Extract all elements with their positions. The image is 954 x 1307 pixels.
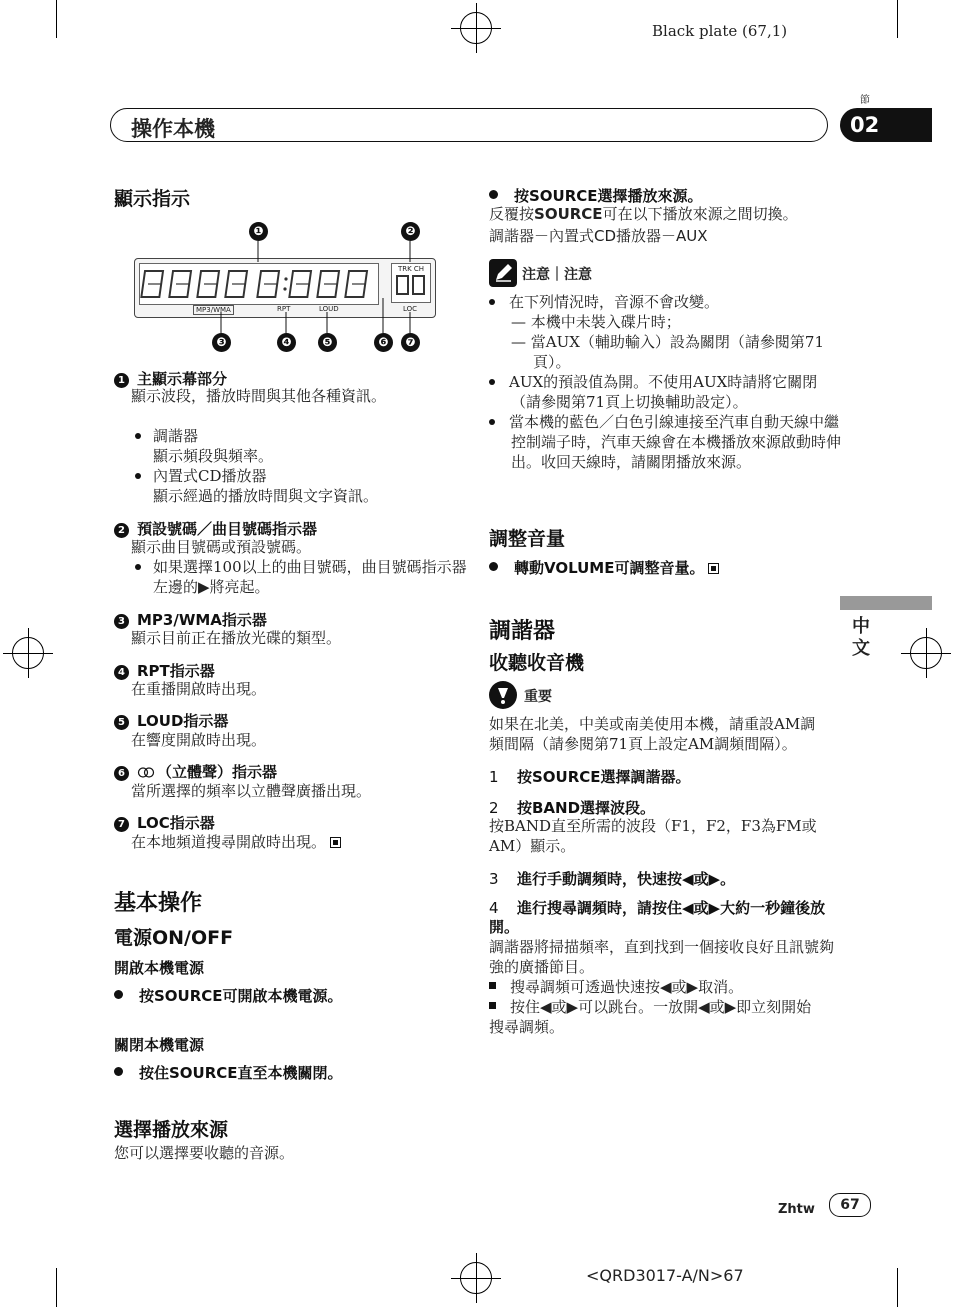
- seek-bullet: 搜尋調頻可透過快速按◀或▶取消。: [489, 977, 743, 997]
- number-badge: 1: [114, 373, 129, 388]
- callout-7: ❼: [401, 333, 420, 352]
- crop-mark: [56, 1268, 57, 1307]
- page-number: 67: [829, 1193, 871, 1217]
- bullet-sub: 顯示頻段與頻率。: [153, 447, 274, 465]
- source-step: 按SOURCE選擇播放來源。: [489, 185, 703, 206]
- callout-4: ❹: [277, 333, 296, 352]
- callout-1: ❶: [249, 222, 268, 241]
- side-tab-bar: [840, 596, 932, 610]
- source-list: 調諧器－內置式CD播放器－AUX: [489, 227, 708, 245]
- volume-heading: 調整音量: [489, 528, 566, 550]
- item-5-title: 5 LOUD指示器: [114, 710, 228, 731]
- item-4-desc: 在重播開啟時出現。: [131, 680, 267, 698]
- display-heading: 顯示指示: [114, 188, 191, 210]
- callout-3: ❸: [212, 333, 231, 352]
- item-4-title: 4 RPT指示器: [114, 660, 215, 681]
- rpt-indicator: RPT: [277, 305, 291, 313]
- item-3-title: 3 MP3/WMA指示器: [114, 609, 267, 630]
- registration-mark: [12, 637, 44, 669]
- footer-lang: Zhtw: [778, 1202, 815, 1217]
- end-mark-icon: [330, 837, 341, 848]
- bullet-item: 內置式CD播放器: [135, 466, 267, 486]
- loud-indicator: LOUD: [319, 305, 339, 313]
- bullet-item: 調諧器: [135, 426, 198, 446]
- item-7-title: 7 LOC指示器: [114, 812, 215, 833]
- step-3: 3 進行手動調頻時，快速按◀或▶。: [489, 870, 736, 888]
- item-1-title: 1 主顯示幕部分: [114, 368, 227, 389]
- step-2: 2 按BAND選擇波段。: [489, 799, 656, 817]
- section-number: 02: [840, 108, 932, 142]
- callout-5: ❺: [318, 333, 337, 352]
- note-item: AUX的預設值為開。不使用AUX時請將它關閉（請參閱第71頁上切換輔助設定）。: [489, 372, 841, 412]
- end-mark-icon: [708, 563, 719, 574]
- callout-6: ❻: [374, 333, 393, 352]
- item-5-desc: 在響度開啟時出現。: [131, 731, 267, 749]
- basic-heading: 基本操作: [114, 891, 203, 916]
- crop-mark: [897, 1268, 898, 1307]
- item-3-desc: 顯示目前正在播放光碟的類型。: [131, 629, 342, 647]
- pencil-note-icon: [489, 259, 517, 287]
- registration-mark: [910, 637, 942, 669]
- callout-2: ❷: [401, 222, 420, 241]
- item-6-desc: 當所選擇的頻率以立體聲廣播出現。: [131, 782, 372, 800]
- mp3wma-indicator: MP3/WMA: [193, 305, 234, 315]
- item-1-desc: 顯示波段，播放時間與其他各種資訊。: [131, 387, 387, 405]
- step-4-desc: 調諧器將掃描頻率，直到找到一個接收良好且訊號夠強的廣播節目。: [489, 938, 835, 976]
- radio-heading: 收聽收音機: [489, 652, 585, 674]
- item-6-title: 6 （立體聲）指示器: [114, 761, 277, 782]
- source-desc: 反覆按SOURCE可在以下播放來源之間切換。: [489, 205, 798, 223]
- seek-bullet: 按住◀或▶可以跳台。一放開◀或▶即立刻開始搜尋調頻。: [489, 998, 812, 1036]
- important-title: 重要: [524, 689, 552, 705]
- item-2-desc: 顯示曲目號碼或預設號碼。: [131, 538, 312, 556]
- power-on-step: 按SOURCE可開啟本機電源。: [114, 985, 343, 1006]
- tuner-heading: 調諧器: [489, 619, 556, 644]
- item-7-desc: 在本地頻道搜尋開啟時出現。: [131, 832, 341, 852]
- power-off-heading: 關閉本機電源: [114, 1036, 205, 1054]
- item-2-title: 2 預設號碼／曲目號碼指示器: [114, 518, 317, 539]
- source-heading: 選擇播放來源: [114, 1119, 229, 1141]
- bullet-sub: 顯示經過的播放時間與文字資訊。: [153, 487, 379, 505]
- stereo-icon: [137, 764, 155, 775]
- loc-indicator: LOC: [403, 305, 418, 313]
- side-tab-label: 中文: [852, 616, 870, 659]
- note-item: 當本機的藍色／白色引線連接至汽車自動天線中繼控制端子時，汽車天線會在本機播放來源啟動時伸出。收回天線時，請關閉播放來源。: [489, 412, 841, 472]
- trk-ch-label: TRK CH: [397, 265, 425, 273]
- step-2-desc: 按BAND直至所需的波段（F1，F2，F3為FM或AM）顯示。: [489, 817, 817, 855]
- power-on-heading: 開啟本機電源: [114, 959, 205, 977]
- note-title: 注意｜注意: [522, 267, 592, 283]
- step-1: 1 按SOURCE選擇調諧器。: [489, 768, 691, 786]
- source-desc: 您可以選擇要收聽的音源。: [114, 1144, 295, 1162]
- power-heading: 電源ON/OFF: [114, 927, 234, 949]
- note-subitem: — 當AUX（輔助輸入）設為關閉（請參閱第71頁）。: [511, 333, 825, 371]
- note-subitem: — 本機中未裝入碟片時；: [511, 313, 681, 331]
- registration-mark: [460, 1262, 492, 1294]
- section-label: 節: [860, 95, 870, 106]
- bullet-item: 如果選擇100以上的曲目號碼，曲目號碼指示器左邊的▶將亮起。: [135, 557, 471, 597]
- volume-step: 轉動VOLUME可調整音量。: [489, 557, 719, 578]
- plate-label: Black plate (67,1): [652, 22, 788, 40]
- note-item: 在下列情況時，音源不會改變。: [489, 292, 719, 312]
- important-desc: 如果在北美，中美或南美使用本機，請重設AM調頻間隔（請參閱第71頁上設定AM調頻間隔）。: [489, 715, 816, 753]
- important-icon: [489, 681, 517, 709]
- step-4: 4 進行搜尋調頻時，請按住◀或▶大約一秒鐘後放開。: [489, 899, 826, 936]
- chapter-title: 操作本機: [131, 117, 215, 141]
- document-code: <QRD3017-A/N>67: [586, 1266, 744, 1285]
- power-off-step: 按住SOURCE直至本機關閉。: [114, 1062, 343, 1083]
